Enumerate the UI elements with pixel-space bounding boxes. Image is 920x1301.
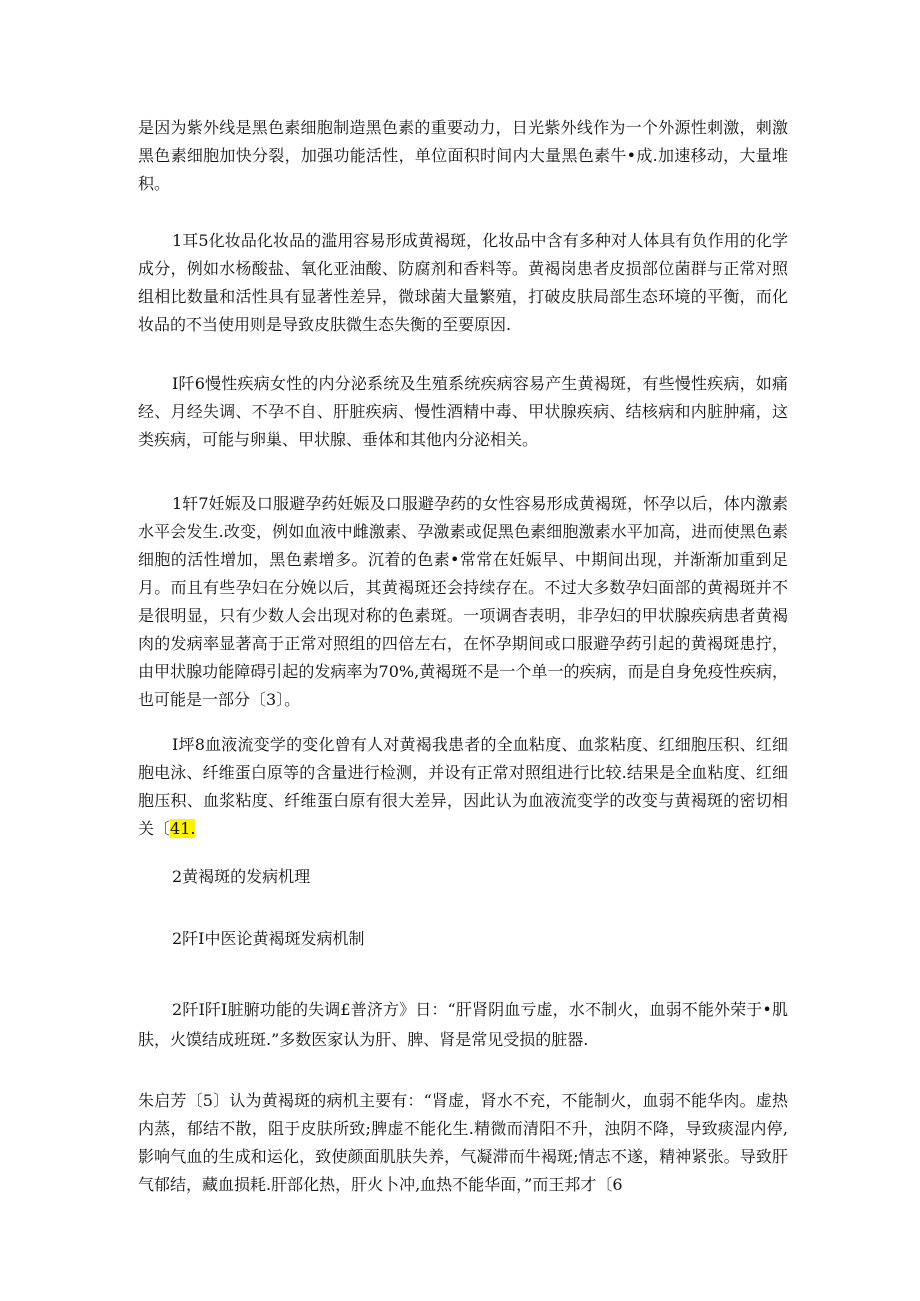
- paragraph-chronic-disease: I阡6慢性疾病女性的内分泌系统及生殖系统疾病容易产生黄褐斑，有些慢性疾病，如痛经、月经失调、不孕不自、肝脏疾病、慢性酒精中毒、甲状腺疾病、结核病和内脏肿痛，这类疾病，可能与卵巢、甲状腺、垂体和其他内分泌相关。: [138, 374, 788, 449]
- paragraph-cosmetics: 1耳5化妆品化妆品的滥用容易形成黄褐斑，化妆品中含有多种对人体具有负作用的化学成分，例如水杨酸盐、氧化亚油酸、防腐剂和香料等。黄褐岗患者皮损部位菌群与正常对照组相比数量和活性具有显著性差异，微球菌大量繁殖，打破皮肤局部生态环境的平衡，而化妆品的不当使用则是导致皮肤微生态失衡的至要原因.: [138, 231, 788, 334]
- subsection-heading-tcm: 2阡I中医论黄褐斑发病机制: [172, 929, 365, 948]
- paragraph-hemorheology: [138, 731, 788, 843]
- section-heading-pathogenesis: 2黄褐斑的发病机理: [172, 867, 311, 886]
- paragraph-organ-dysfunction: 2阡I阡I脏腑功能的失调£普济方》日：“肝肾阴血亏虚，水不制火，血弱不能外荣于•肌肤，火馍结成班斑.”多数医家认为肝、脾、肾是常见受损的脏器.: [138, 1000, 788, 1049]
- paragraph-uv-cause: 是因为紫外线是黑色素细胞制造黑色素的重要动力，日光紫外线作为一个外源性刺激，刺激黑色素细胞加快分裂，加强功能活性，单位面积时间内大量黑色素牛•成.加速移动，大量堆积。: [138, 118, 788, 193]
- paragraph-pregnancy: 1轩7妊娠及口服避孕药妊娠及口服避孕药的女性容易形成黄褐斑，怀孕以后，体内激素水平会发生.改变，例如血液中雌激素、孕激素或促黑色素细胞激素水平加高，进而使黑色素细胞的活性增加，黑色素增多。沉着的色素•常常在妊娠早、中期间出现，并渐渐加重到足月。而且有些孕妇在分娩以后，其黄褐斑还会持续存在。不过大多数孕妇面部的黄褐斑并不是很明显，只有少数人会出现对称的色素斑。一项调杳表明，非孕妇的甲状腺疾病患者黄褐肉的发病率显著高于正常对照组的四倍左右，在怀孕期间或口服避孕药引起的黄褐斑患拧，由甲状腺功能障碍引起的发病率为70%,黄褐斑不是一个单一的疾病，而是自身免疫性疾病，也可能是一部分〔3〕。: [138, 494, 788, 709]
- paragraph-hemorheology-text: I坪8血液流变学的变化曾有人对黄褐我患者的全血粘度、血浆粘度、红细胞压积、红细胞电泳、纤维蛋白原等的含量进行检测，并设有正常对照组进行比较.结果是全血粘度、红细胞压积、血浆粘度、纤维蛋白原有很大差异，因此认为血液流变学的改变与黄褐斑的密切相关〔: [138, 735, 788, 838]
- paragraph-zhu-qifang: 朱启芳〔5〕认为黄褐斑的病机主要有：“肾虚，肾水不充，不能制火，血弱不能华肉。虚热内蒸，郁结不散，阻于皮肤所致;脾虚不能化生.精微而清阳不升，浊阴不降，导致痰湿内停,影响气血的生成和运化，致使颜面肌肤失养，气凝滞而牛褐斑;情志不遂，精神紧张。导致肝气郁结，藏血损耗.肝部化热，肝火卜冲,血热不能华面，”而王邦才〔6: [138, 1091, 788, 1194]
- citation-highlight: 41.: [170, 819, 196, 838]
